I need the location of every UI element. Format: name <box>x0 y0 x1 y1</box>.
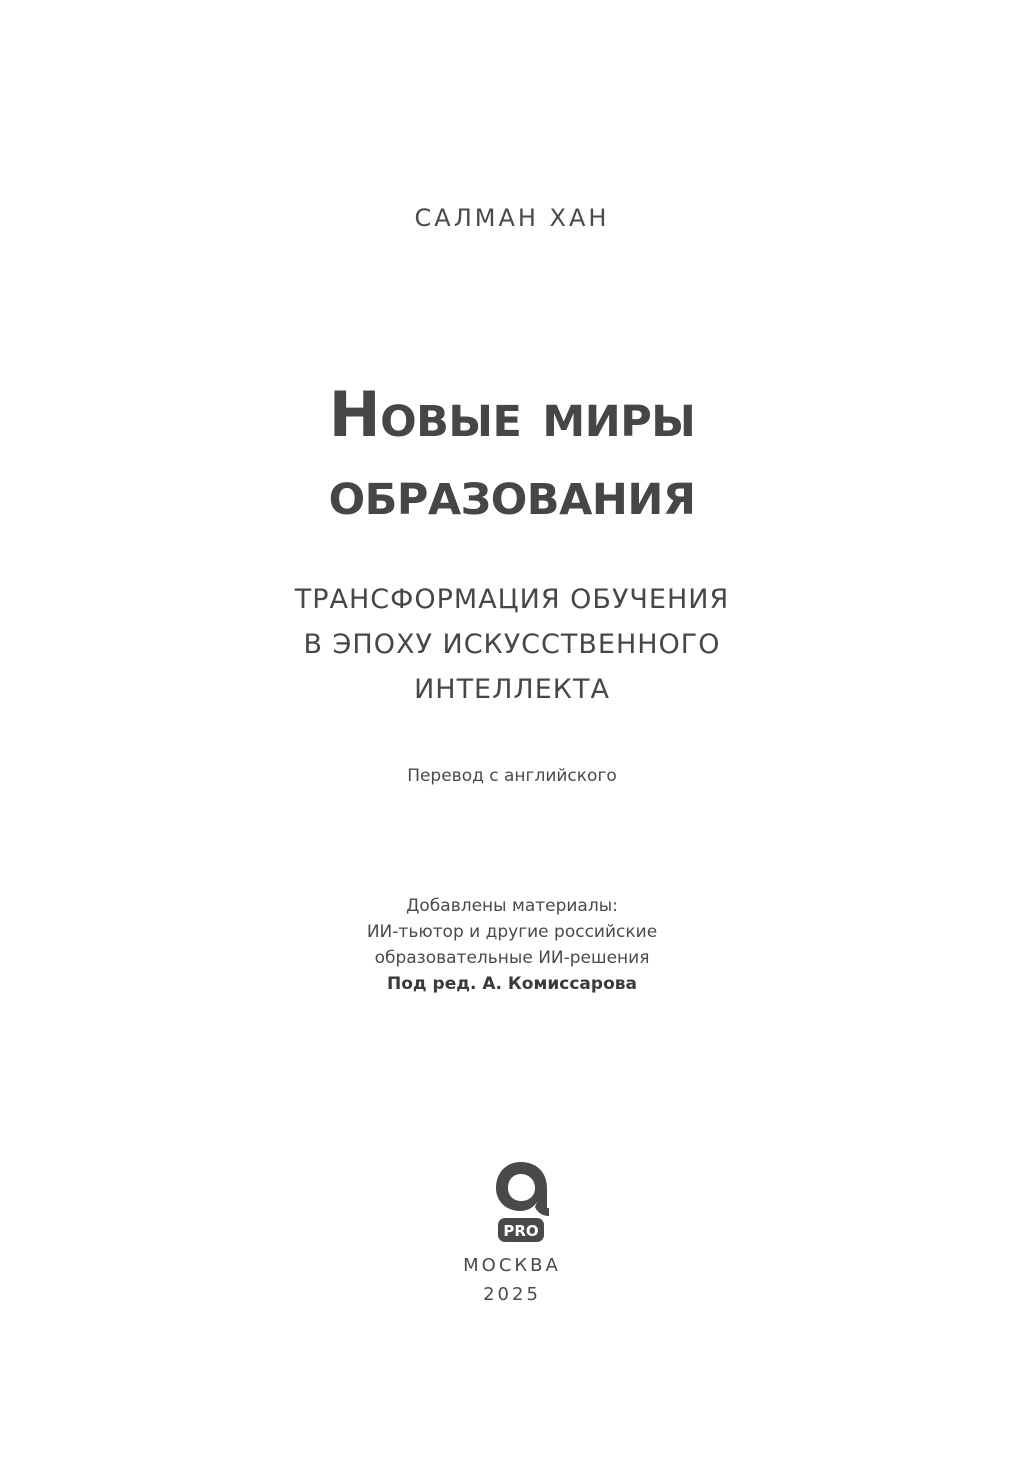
subtitle-line-1: ТРАНСФОРМАЦИЯ ОБУЧЕНИЯ <box>294 584 730 615</box>
translation-note: Перевод с английского <box>407 766 617 786</box>
publication-year: 2025 <box>483 1284 541 1305</box>
editor-credit: Под ред. А. Комиссарова <box>387 974 637 994</box>
book-subtitle <box>0 577 1024 712</box>
subtitle-line-3: ИНТЕЛЛЕКТА <box>414 674 610 705</box>
additions-line-1: Добавлены материалы: <box>406 896 618 916</box>
subtitle-line-2: В ЭПОХУ ИСКУССТВЕННОГО <box>303 629 721 660</box>
book-title-line-2: образования <box>328 456 696 529</box>
additions-line-3: образовательные ИИ-решения <box>374 948 650 968</box>
book-title <box>0 376 1024 532</box>
additions-line-2: ИИ-тьютор и другие российские <box>366 922 658 942</box>
book-title-line-1: Новые миры <box>328 378 696 451</box>
author-name: САЛМАН ХАН <box>414 204 610 232</box>
additions-block <box>0 893 1024 997</box>
logo-badge-text: PRO <box>503 1222 539 1240</box>
publisher-city: МОСКВА <box>463 1255 561 1276</box>
alpina-pro-logo-icon <box>491 1158 551 1246</box>
